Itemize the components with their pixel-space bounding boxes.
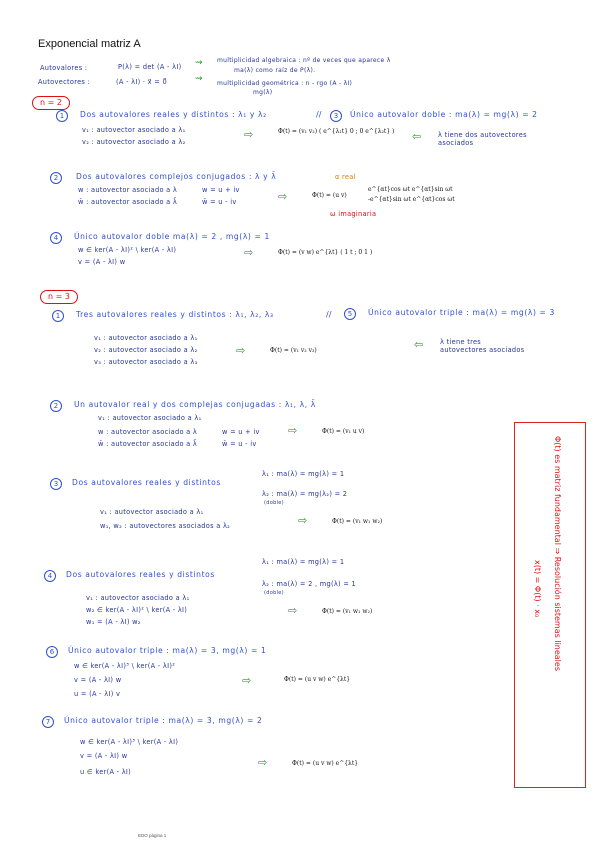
- n3-case6-line2: v = (A - λI) w: [74, 676, 122, 684]
- n2-case3-note: λ tiene dos autovectores asociados: [438, 131, 527, 147]
- side-note-line1: Φ(t) es matriz fundamental ⇒ Resolución sistemas lineales: [553, 436, 562, 671]
- autovectores-eq: (A - λI) · x⃗ = 0⃗: [116, 78, 167, 86]
- n3-case5-note: λ tiene tres autovectores asociados: [440, 338, 525, 354]
- n2-case4-title: Único autovalor doble ma(λ) = 2 , mg(λ) = 1: [74, 232, 270, 241]
- n3-case7-formula: Φ(t) = (u v w) e^{λt}: [292, 760, 359, 767]
- case-number-4: 4: [44, 570, 56, 582]
- n3-case4-line2: w₂ ∈ ker(A - λI)² \ ker(A - λI): [86, 606, 188, 614]
- n3-case2-title: Un autovalor real y dos complejas conjugadas : λ₁, λ, λ̄: [74, 400, 316, 409]
- case-number-2: 2: [50, 172, 62, 184]
- right-arrow-icon: ⇨: [242, 674, 252, 687]
- n3-case4-brace1: λ₁ : ma(λ) = mg(λ) = 1: [262, 558, 345, 566]
- n2-case2-prefix: Φ(t) = (u v): [312, 192, 347, 199]
- autovalores-eq: P(λ) = det (A - λI): [118, 63, 182, 71]
- n3-case1-line1: v₁ : autovector asociado a λ₁: [94, 334, 198, 342]
- n2-case2-title: Dos autovalores complejos conjugados : λ y λ̄: [76, 172, 277, 181]
- squiggle-arrow-icon: ⇝: [195, 74, 203, 84]
- n3-case2-line1: v₁ : autovector asociado a λ₁: [98, 414, 202, 422]
- n2-case2-matrix-row2: -e^{αt}sin ωt e^{αt}cos ωt: [368, 196, 455, 203]
- n2-case1-title: Dos autovalores reales y distintos : λ₁ y λ₂: [80, 110, 267, 119]
- n3-case2-brace2: w̄ = u - iv: [222, 440, 257, 448]
- right-arrow-icon: ⇨: [236, 344, 246, 357]
- n3-case1-title: Tres autovalores reales y distintos : λ₁, λ₂, λ₃: [76, 310, 274, 319]
- right-arrow-icon: ⇨: [298, 514, 308, 527]
- case-number-1: 1: [56, 110, 68, 122]
- n3-case4-line1: v₁ : autovector asociado a λ₁: [86, 594, 190, 602]
- right-arrow-icon: ⇨: [244, 246, 254, 259]
- right-arrow-icon: ⇨: [278, 190, 288, 203]
- separator: //: [316, 110, 322, 119]
- autovalores-label: Autovalores :: [40, 64, 88, 72]
- left-arrow-icon: ⇦: [412, 130, 422, 143]
- left-arrow-icon: ⇦: [414, 338, 424, 351]
- n3-label: n = 3: [40, 290, 78, 304]
- n3-case7-line1: w ∈ ker(A - λI)³ \ ker(A - λI): [80, 738, 179, 746]
- right-arrow-icon: ⇨: [244, 128, 254, 141]
- n2-case2-line2: w̄ : autovector asociado a λ̄: [78, 198, 178, 206]
- page-title: Exponencial matriz A: [38, 38, 141, 50]
- n3-case6-title: Único autovalor triple : ma(λ) = 3, mg(λ) = 1: [68, 646, 267, 655]
- right-arrow-icon: ⇨: [288, 604, 298, 617]
- n3-case6-line1: w ∈ ker(A - λI)³ \ ker(A - λI)²: [74, 662, 176, 670]
- n3-case2-brace1: w = u + iv: [222, 428, 260, 436]
- n3-case5-title: Único autovalor triple : ma(λ) = mg(λ) = 3: [368, 308, 555, 317]
- n3-case2-line3: w̄ : autovector asociado a λ̄: [98, 440, 198, 448]
- n3-case3-formula: Φ(t) = (v₁ w₁ w₂): [332, 518, 383, 525]
- n3-case1-formula: Φ(t) = (v₁ v₂ v₃): [270, 347, 317, 354]
- n2-case1-formula: Φ(t) = (v₁ v₂) ( e^{λ₁t} 0 ; 0 e^{λ₂t} ): [278, 128, 395, 135]
- n3-case3-brace2-sub: (doble): [264, 500, 284, 506]
- right-arrow-icon: ⇨: [288, 424, 298, 437]
- n2-case4-line2: v = (A - λI) w: [78, 258, 126, 266]
- n3-case4-line3: w₁ = (A - λI) w₂: [86, 618, 141, 626]
- n3-case4-title: Dos autovalores reales y distintos: [66, 570, 215, 579]
- n2-case4-line1: w ∈ ker(A - λI)² \ ker(A - λI): [78, 246, 177, 254]
- n3-case3-brace2: λ₂ : ma(λ) = mg(λ₂) = 2: [262, 490, 348, 498]
- n2-case3-title: Único autovalor doble : ma(λ) = mg(λ) = 2: [350, 110, 538, 119]
- separator: //: [326, 310, 332, 319]
- n3-case3-line2: w₁, w₂ : autovectores asociados a λ₂: [100, 522, 231, 530]
- n2-case2-brace2: w̄ = u - iv: [202, 198, 237, 206]
- n2-case2-matrix-row1: e^{αt}cos ωt e^{αt}sin ωt: [368, 186, 453, 193]
- n3-case7-title: Único autovalor triple : ma(λ) = 3, mg(λ) = 2: [64, 716, 263, 725]
- squiggle-arrow-icon: ⇝: [195, 58, 203, 68]
- case-number-3: 3: [50, 478, 62, 490]
- n3-case3-brace1: λ₁ : ma(λ) = mg(λ) = 1: [262, 470, 345, 478]
- n3-case6-formula: Φ(t) = (u v w) e^{λt}: [284, 676, 351, 683]
- case-number-7: 7: [42, 716, 54, 728]
- n2-case4-formula: Φ(t) = (v w) e^{λt} ( 1 t ; 0 1 ): [278, 249, 373, 256]
- case-number-5: 5: [344, 308, 356, 320]
- autovectores-label: Autovectores :: [38, 78, 91, 86]
- n3-case7-line2: v = (A - λI) w: [80, 752, 128, 760]
- n2-case2-real-note: α real: [335, 173, 356, 181]
- n3-case3-title: Dos autovalores reales y distintos: [72, 478, 221, 487]
- n3-case4-formula: Φ(t) = (v₁ w₁ w₂): [322, 608, 373, 615]
- n3-case2-line2: w : autovector asociado a λ: [98, 428, 198, 436]
- n2-case2-brace1: w = u + iv: [202, 186, 240, 194]
- n2-label: n = 2: [32, 96, 70, 110]
- n2-case2-imag-note: ω imaginaria: [330, 210, 377, 218]
- side-note-frame: [514, 422, 586, 788]
- n3-case6-line3: u = (A - λI) v: [74, 690, 121, 698]
- n2-case1-line2: v₂ : autovector asociado a λ₂: [82, 138, 186, 146]
- n3-case4-brace2: λ₂ : ma(λ) = 2 , mg(λ) = 1: [262, 580, 357, 588]
- n3-case7-line3: u ∈ ker(A - λI): [80, 768, 132, 776]
- right-arrow-icon: ⇨: [258, 756, 268, 769]
- mult-geo: multiplicidad geométrica : n - rgo (A - λI): [217, 80, 353, 87]
- n2-case1-line1: v₁ : autovector asociado a λ₁: [82, 126, 186, 134]
- n3-case4-brace2-sub: (doble): [264, 590, 284, 596]
- case-number-3: 3: [330, 110, 342, 122]
- footer-page: EDO página 1: [138, 833, 167, 838]
- n3-case1-line2: v₂ : autovector asociado a λ₂: [94, 346, 198, 354]
- case-number-6: 6: [46, 646, 58, 658]
- n3-case2-formula: Φ(t) = (v₁ u v): [322, 428, 365, 435]
- case-number-2: 2: [50, 400, 62, 412]
- n3-case1-line3: v₃ : autovector asociado a λ₃: [94, 358, 198, 366]
- case-number-1: 1: [52, 310, 64, 322]
- mult-geo-sub: mg(λ): [253, 89, 273, 96]
- n2-case2-line1: w : autovector asociado a λ: [78, 186, 178, 194]
- mult-alg: multiplicidad algebraica : nº de veces que aparece λ: [217, 57, 391, 64]
- n3-case3-line1: v₁ : autovector asociado a λ₁: [100, 508, 204, 516]
- side-note-line2: x(t) = Φ(t) · x₀: [533, 560, 542, 618]
- mult-alg-sub: ma(λ) como raíz de P(λ).: [234, 67, 316, 74]
- case-number-4: 4: [50, 232, 62, 244]
